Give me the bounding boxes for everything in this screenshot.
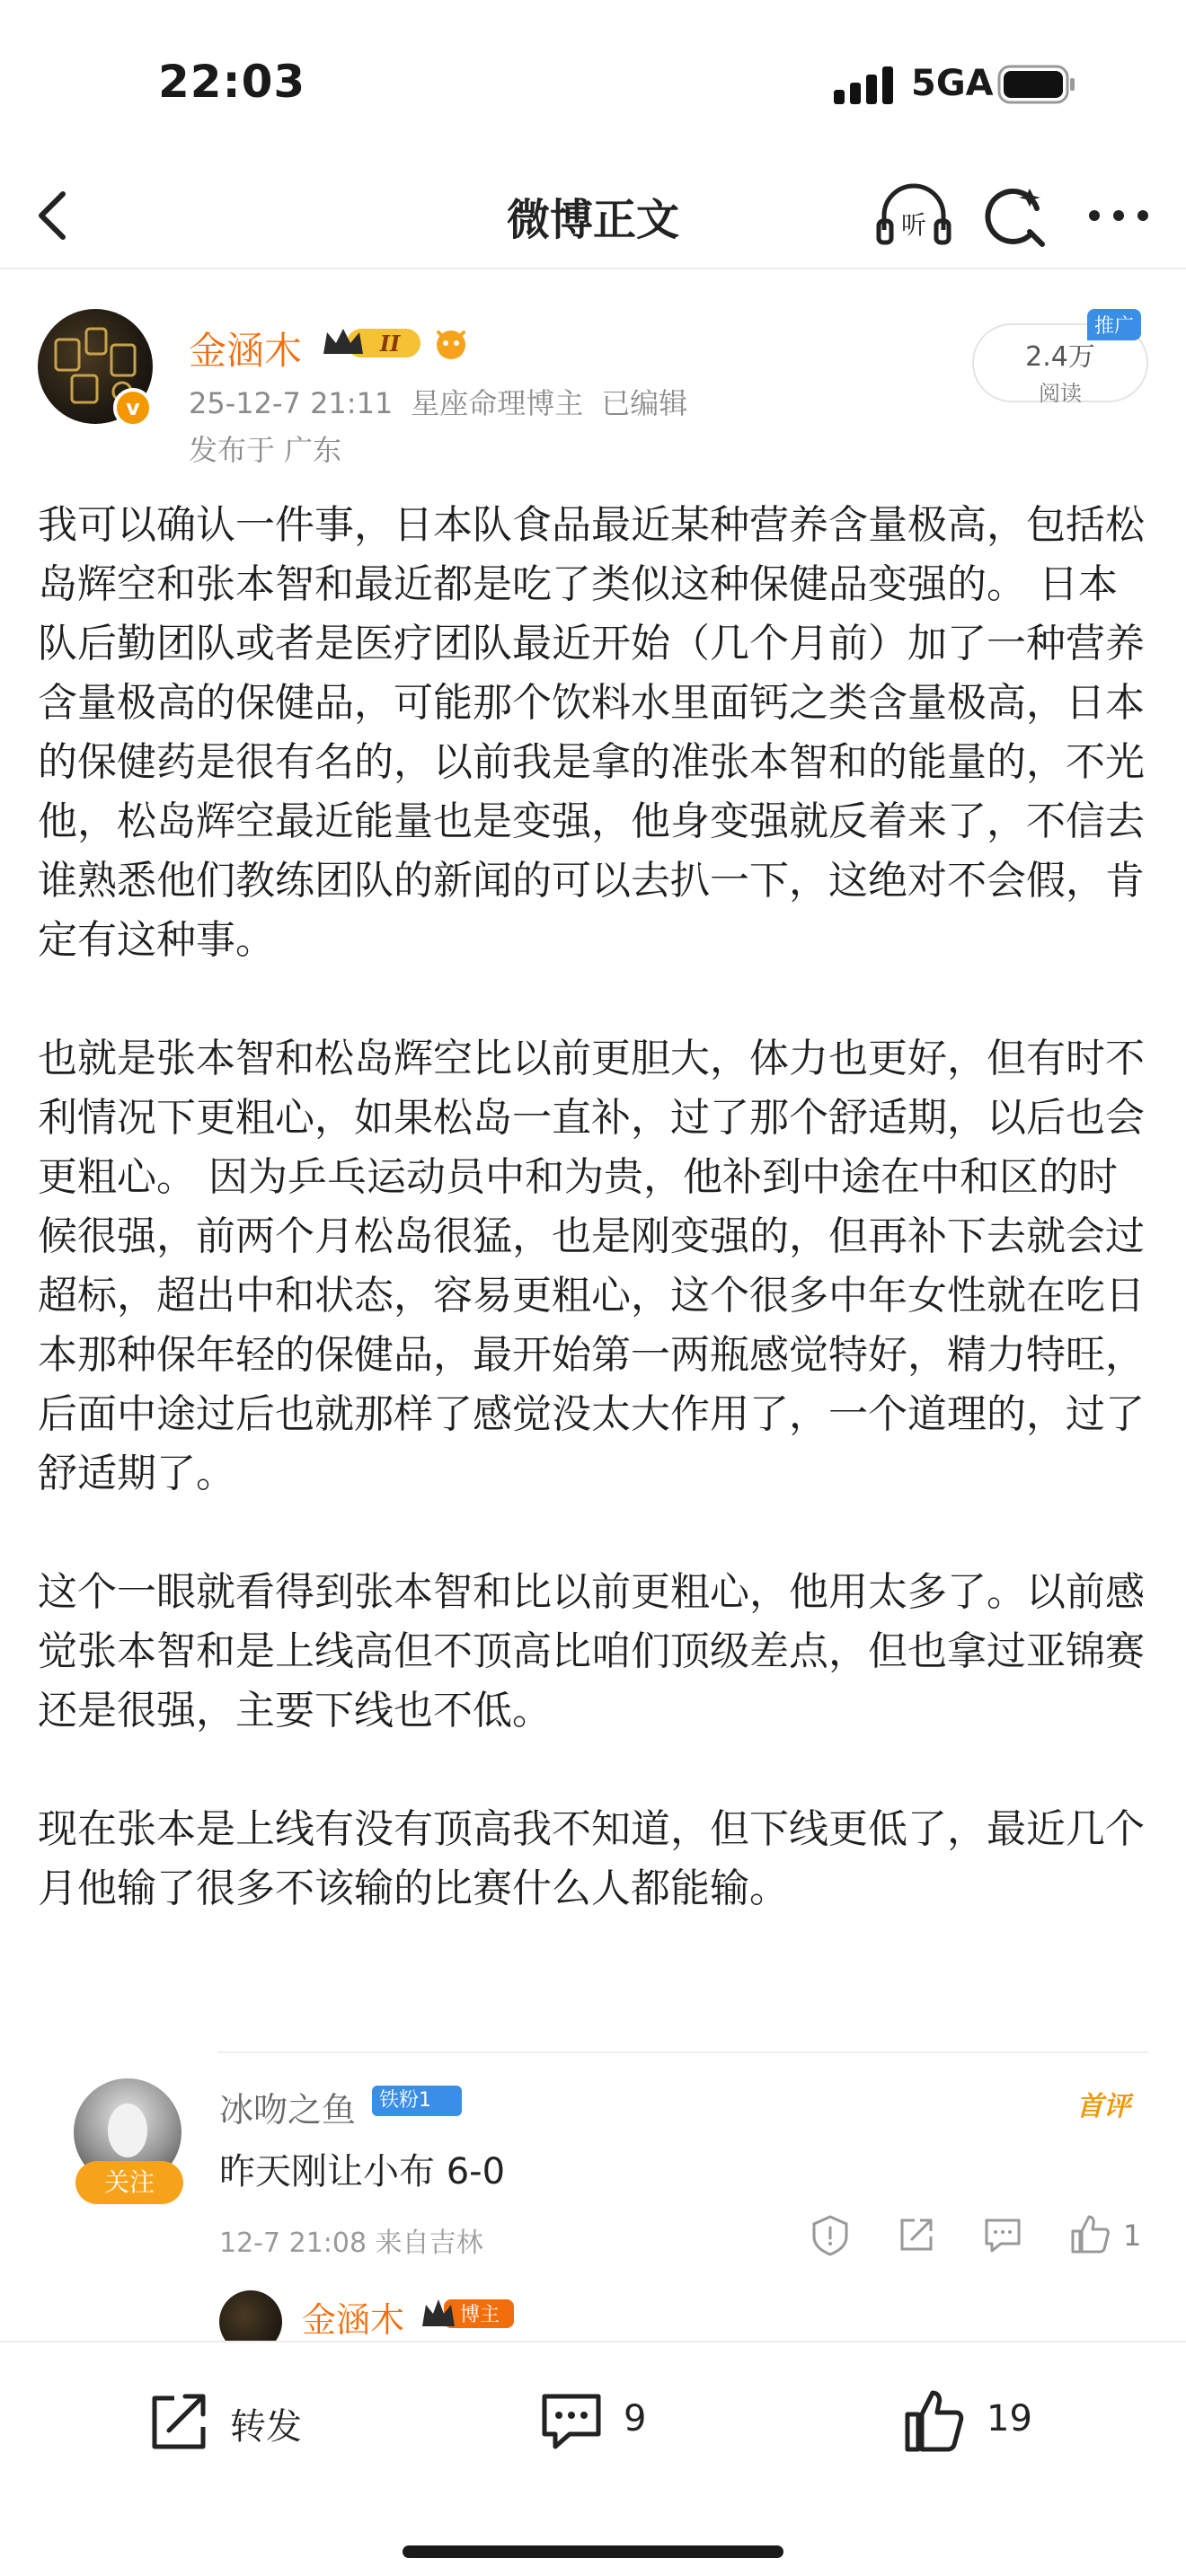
post-paragraph: 也就是张本智和松岛辉空比以前更胆大，体力也更好，但有时不利情况下更粗心，如果松岛一直补，过了那个舒适期，以后也会更粗心。 因为乒乓运动员中和为贵，他补到中途在中和区的时候很强，前两个月松岛很猛，也是刚变强的，但再补下去就会过超标，超出中和状态，容易更粗心，这个很多中年女性就在吃日本那种保年轻的保健品，最开始第一两瓶感觉特好，精力特旺，后面中途过后也就那样了感觉没太大作用了，一个道理的，过了舒适期了。 xyxy=(38,1036,1145,1496)
like-count: 19 xyxy=(987,2398,1032,2439)
post-paragraph: 我可以确认一件事，日本队食品最近某种营养含量极高，包括松岛辉空和张本智和最近都是吃了类似这种保健品变强的。 日本队后勤团队或者是医疗团队最近开始（几个月前）加了一种营养含量极高的保健品，可能那个饮料水里面钙之类含量极高，日本的保健药是很有名的，以前我是拿的准张本智和的能量的，不光他，松岛辉空最近能量也是变强，他身变强就反着来了，不信去谁熟悉他们教练团队的新闻的可以去扒一下，这绝对不会假，肯定有这种事。 xyxy=(38,502,1145,963)
post-body xyxy=(38,496,1152,1978)
follow-button[interactable]: 关注 xyxy=(75,2161,183,2204)
status-bar xyxy=(0,0,1186,162)
promo-badge[interactable]: 推广 xyxy=(1087,309,1141,340)
comment-count: 9 xyxy=(624,2398,647,2439)
post-location: 发布于 广东 xyxy=(189,433,342,467)
commenter-name[interactable]: 冰吻之鱼 xyxy=(219,2090,357,2130)
comment-section xyxy=(0,2051,1186,2348)
author-header xyxy=(0,302,1186,472)
comment-meta: 12-7 21:08 来自吉林 xyxy=(219,2228,483,2259)
comment-actions xyxy=(809,2213,1150,2263)
post-time: 25-12-7 21:11 xyxy=(189,386,394,420)
page-title: 微博正文 xyxy=(506,195,679,245)
post-paragraph: 现在张本是上线有没有顶高我不知道，但下线更低了，最近几个月他输了很多不该输的比赛什么人都能输。 xyxy=(38,1806,1145,1911)
network-type: 5GA xyxy=(911,63,994,104)
author-category: 星座命理博主 xyxy=(411,386,584,420)
post-paragraph: 这个一眼就看得到张本智和比以前更粗心，他用太多了。以前感觉张本智和是上线高但不顶高比咱们顶级差点，但也拿过亚锦赛还是很强，主要下线也不低。 xyxy=(38,1569,1145,1734)
views-count: 2.4万 xyxy=(1025,341,1095,373)
views-label: 阅读 xyxy=(1039,381,1082,406)
blogger-badge-label: 博主 xyxy=(459,2304,500,2326)
crown-rank-icon xyxy=(320,323,424,363)
verified-icon: v xyxy=(113,388,153,428)
like-icon[interactable] xyxy=(1069,2213,1112,2256)
repost-label: 转发 xyxy=(230,2406,302,2448)
comment-icon xyxy=(537,2387,606,2456)
nav-bar xyxy=(0,162,1186,269)
share-icon[interactable] xyxy=(895,2213,938,2256)
divider xyxy=(217,2051,1148,2053)
edited-label: 已编辑 xyxy=(601,386,688,420)
comment-text[interactable]: 昨天刚让小布 6-0 xyxy=(219,2151,506,2192)
more-icon[interactable] xyxy=(1078,183,1159,246)
comment-like-count: 1 xyxy=(1123,2219,1142,2253)
author-reply[interactable] xyxy=(0,2283,1186,2348)
like-button[interactable] xyxy=(900,2382,1062,2463)
blogger-badge-icon xyxy=(420,2296,516,2332)
refresh-icon[interactable] xyxy=(978,178,1049,253)
repost-icon xyxy=(144,2387,212,2456)
fan-icon xyxy=(429,322,473,365)
iron-fan-badge: 铁粉1 xyxy=(372,2086,462,2116)
like-icon xyxy=(900,2387,969,2456)
report-icon[interactable] xyxy=(809,2213,852,2256)
listen-icon[interactable] xyxy=(873,180,954,251)
comment-button[interactable] xyxy=(537,2382,681,2463)
repost-button[interactable] xyxy=(144,2382,341,2463)
rank-label: II xyxy=(379,331,401,357)
svg-text:听: 听 xyxy=(900,210,927,240)
author-name[interactable]: 金涵木 xyxy=(189,329,303,373)
reply-icon[interactable] xyxy=(981,2213,1024,2256)
signal-icon xyxy=(834,66,897,104)
post-meta xyxy=(189,381,705,422)
first-comment-tag: 首评 xyxy=(1076,2091,1130,2122)
bottom-toolbar xyxy=(0,2341,1186,2576)
reply-author-name: 金涵木 xyxy=(302,2300,405,2340)
status-time: 22:03 xyxy=(158,56,306,108)
battery-icon xyxy=(997,65,1076,104)
home-indicator[interactable] xyxy=(403,2545,783,2558)
